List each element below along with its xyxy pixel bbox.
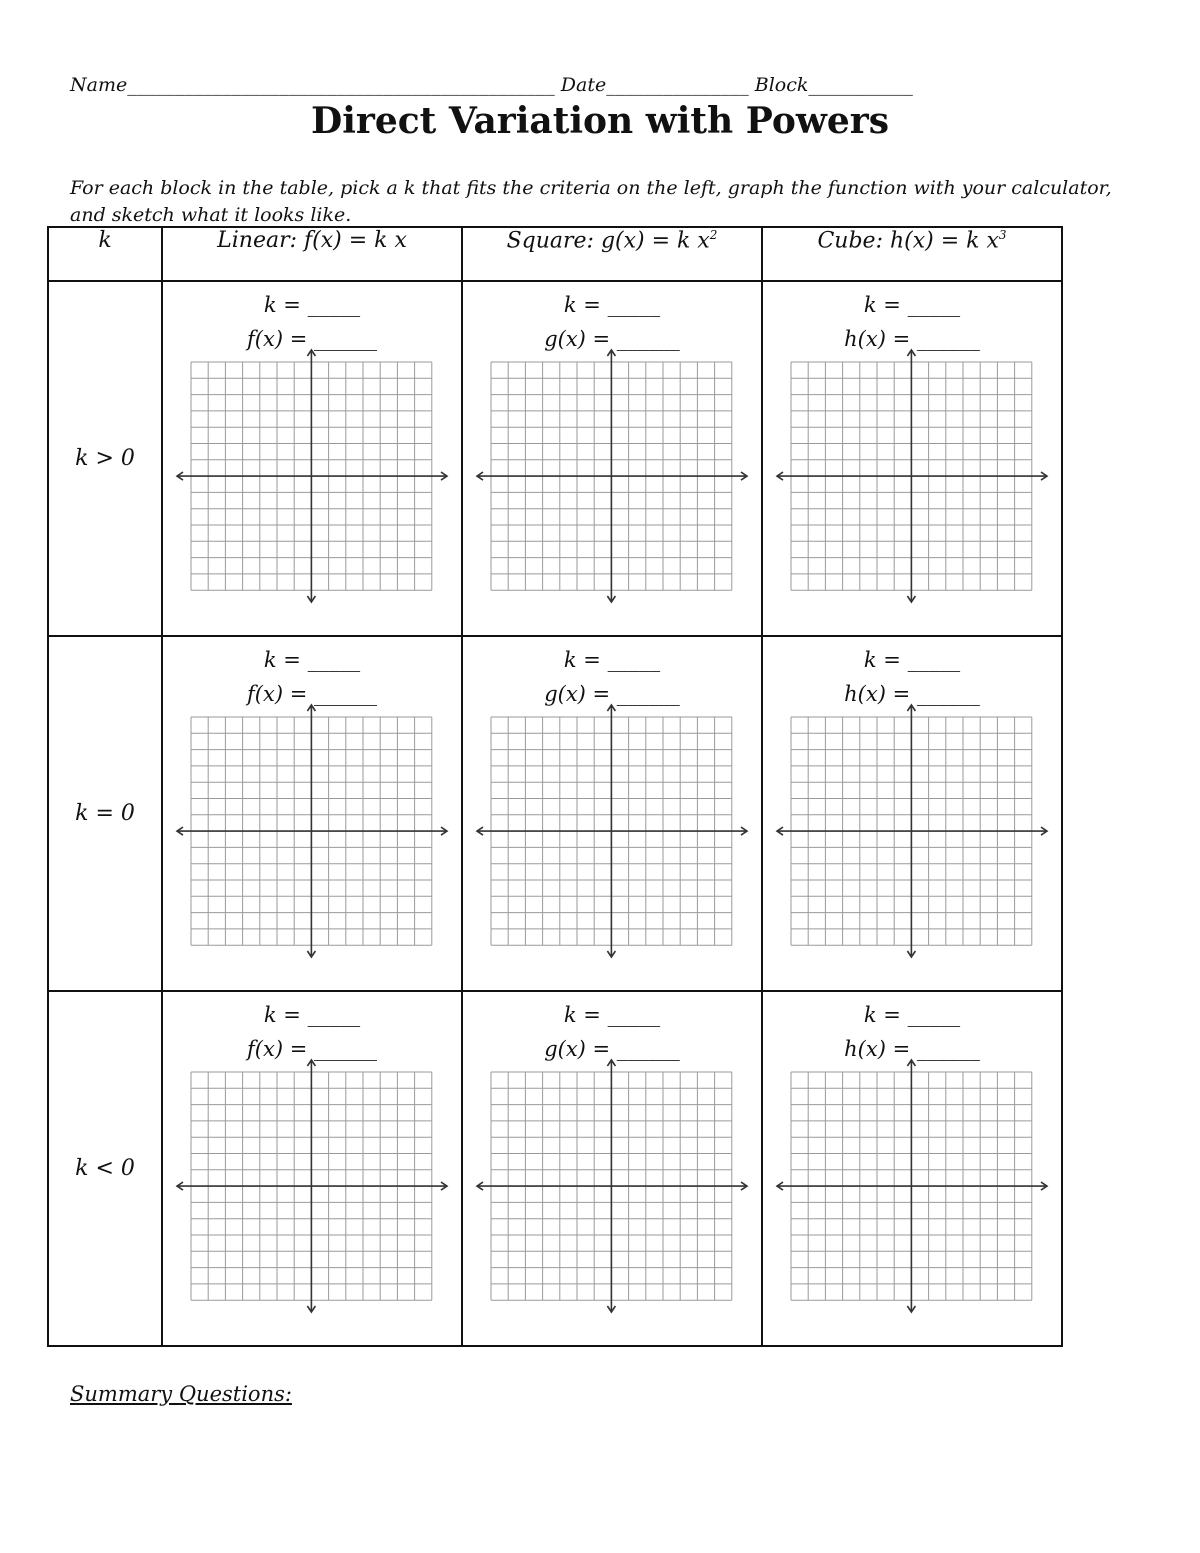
coordinate-grid[interactable] bbox=[773, 1058, 1051, 1314]
k-value-field[interactable]: k = _____ bbox=[263, 1003, 361, 1027]
graph-cell-content bbox=[463, 992, 761, 1345]
k-value-field[interactable]: k = _____ bbox=[263, 293, 361, 317]
column-header-cube bbox=[762, 227, 1062, 281]
exponent: 3 bbox=[998, 228, 1007, 242]
variation-table bbox=[47, 226, 1063, 1347]
axes bbox=[177, 705, 447, 957]
row-label: k = 0 bbox=[48, 636, 162, 991]
axes bbox=[477, 705, 747, 957]
function-field[interactable]: f(x) = ______ bbox=[247, 1037, 377, 1061]
coordinate-grid[interactable] bbox=[473, 703, 751, 959]
column-header-label: Square: g(x) = k x bbox=[506, 228, 710, 254]
axes bbox=[177, 1060, 447, 1312]
function-field[interactable]: g(x) = ______ bbox=[544, 327, 680, 351]
block-label: Block bbox=[754, 74, 809, 96]
corner-header: k bbox=[48, 227, 162, 281]
axes bbox=[477, 1060, 747, 1312]
summary-heading: Summary Questions: bbox=[70, 1382, 292, 1406]
answer-fields bbox=[463, 643, 761, 711]
date-label: Date bbox=[560, 74, 607, 96]
exponent: 2 bbox=[709, 228, 718, 242]
function-field[interactable]: h(x) = ______ bbox=[844, 327, 980, 351]
function-field[interactable]: g(x) = ______ bbox=[544, 1037, 680, 1061]
axes bbox=[777, 350, 1047, 602]
answer-fields bbox=[163, 288, 461, 356]
column-header-label: Linear: f(x) = k x bbox=[217, 228, 407, 253]
coordinate-grid[interactable] bbox=[173, 348, 451, 604]
graph-cell[interactable] bbox=[762, 636, 1062, 991]
block-field[interactable]: ___________ bbox=[808, 74, 913, 96]
graph-cell-content bbox=[463, 282, 761, 635]
k-value-field[interactable]: k = _____ bbox=[563, 293, 661, 317]
coordinate-grid[interactable] bbox=[173, 1058, 451, 1314]
answer-fields bbox=[763, 288, 1061, 356]
name-field[interactable]: _____________________________________________ bbox=[127, 74, 555, 96]
graph-cell[interactable] bbox=[162, 991, 462, 1346]
graph-cell-content bbox=[163, 282, 461, 635]
table-row bbox=[48, 636, 1062, 991]
axes bbox=[177, 350, 447, 602]
graph-cell-content bbox=[463, 637, 761, 990]
graph-cell[interactable] bbox=[162, 281, 462, 636]
answer-fields bbox=[763, 643, 1061, 711]
table-header-row bbox=[48, 227, 1062, 281]
table-row bbox=[48, 281, 1062, 636]
answer-fields bbox=[463, 288, 761, 356]
k-value-field[interactable]: k = _____ bbox=[863, 293, 961, 317]
coordinate-grid[interactable] bbox=[773, 348, 1051, 604]
page-title: Direct Variation with Powers bbox=[310, 100, 890, 142]
column-header-linear bbox=[162, 227, 462, 281]
function-field[interactable]: f(x) = ______ bbox=[247, 682, 377, 706]
graph-cell-content bbox=[763, 282, 1061, 635]
column-header-label: Cube: h(x) = k x bbox=[817, 228, 999, 254]
graph-cell-content bbox=[763, 992, 1061, 1345]
axes bbox=[477, 350, 747, 602]
function-field[interactable]: g(x) = ______ bbox=[544, 682, 680, 706]
answer-fields bbox=[463, 998, 761, 1066]
instructions: For each block in the table, pick a k that fits the criteria on the left, graph the function with your calculator, and sketch what it looks like. bbox=[70, 177, 1112, 226]
axes bbox=[777, 705, 1047, 957]
column-header-square bbox=[462, 227, 762, 281]
graph-cell[interactable] bbox=[762, 281, 1062, 636]
k-value-field[interactable]: k = _____ bbox=[263, 648, 361, 672]
graph-cell-content bbox=[163, 992, 461, 1345]
answer-fields bbox=[763, 998, 1061, 1066]
graph-cell-content bbox=[763, 637, 1061, 990]
k-value-field[interactable]: k = _____ bbox=[863, 648, 961, 672]
coordinate-grid[interactable] bbox=[173, 703, 451, 959]
header-line bbox=[70, 74, 1010, 96]
coordinate-grid[interactable] bbox=[473, 348, 751, 604]
graph-cell-content bbox=[163, 637, 461, 990]
graph-cell[interactable] bbox=[462, 991, 762, 1346]
k-value-field[interactable]: k = _____ bbox=[563, 648, 661, 672]
axes bbox=[777, 1060, 1047, 1312]
date-field[interactable]: _______________ bbox=[606, 74, 749, 96]
row-label: k > 0 bbox=[48, 281, 162, 636]
function-field[interactable]: f(x) = ______ bbox=[247, 327, 377, 351]
name-label: Name bbox=[70, 74, 128, 96]
row-label: k < 0 bbox=[48, 991, 162, 1346]
answer-fields bbox=[163, 643, 461, 711]
function-field[interactable]: h(x) = ______ bbox=[844, 682, 980, 706]
coordinate-grid[interactable] bbox=[473, 1058, 751, 1314]
k-value-field[interactable]: k = _____ bbox=[863, 1003, 961, 1027]
answer-fields bbox=[163, 998, 461, 1066]
graph-cell[interactable] bbox=[162, 636, 462, 991]
graph-cell[interactable] bbox=[462, 281, 762, 636]
table-row bbox=[48, 991, 1062, 1346]
graph-cell[interactable] bbox=[462, 636, 762, 991]
graph-cell[interactable] bbox=[762, 991, 1062, 1346]
function-field[interactable]: h(x) = ______ bbox=[844, 1037, 980, 1061]
coordinate-grid[interactable] bbox=[773, 703, 1051, 959]
k-value-field[interactable]: k = _____ bbox=[563, 1003, 661, 1027]
